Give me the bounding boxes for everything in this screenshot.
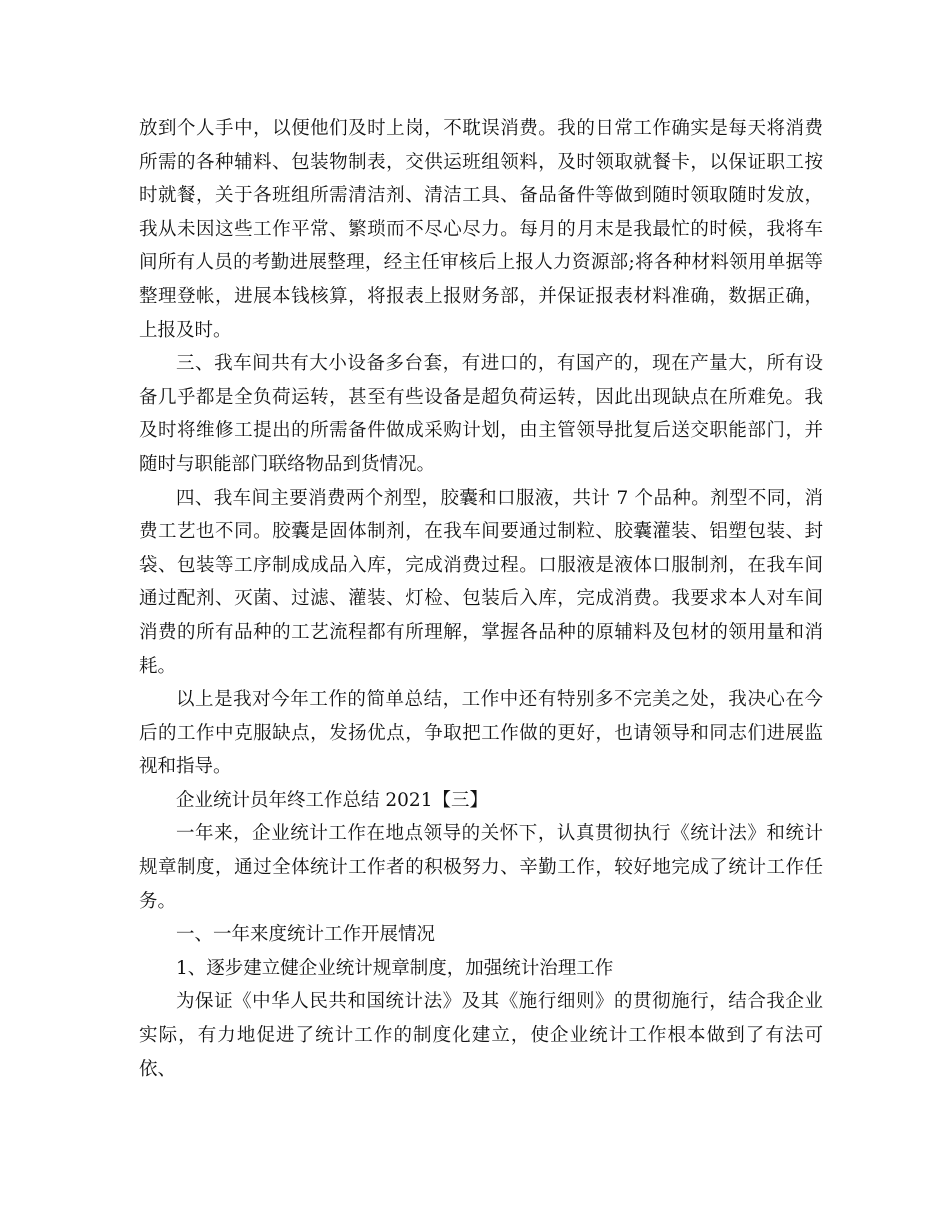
document-page xyxy=(139,112,823,1086)
section-title: 企业统计员年终工作总结 2021【三】 xyxy=(176,789,488,811)
paragraph-continuation: 放到个人手中，以便他们及时上岗，不耽误消费。我的日常工作确实是每天将消费所需的各种辅料、包装物制表，交供运班组领料，及时领取就餐卡，以保证职工按时就餐，关于各班组所需清洁剂、清洁工具、备品备件等做到随时领取随时发放，我从未因这些工作平常、繁琐而不尽心尽力。每月的月末是我最忙的时候，我将车间所有人员的考勤进展整理，经主任审核后上报人力资源部;将各种材料领用单据等整理登帐，进展本钱核算，将报表上报财务部，并保证报表材料准确，数据正确，上报及时。 xyxy=(139,118,823,341)
paragraph-statistics-law: 为保证《中华人民共和国统计法》及其《施行细则》的贯彻施行，结合我企业实际，有力地促进了统计工作的制度化建立，使企业统计工作根本做到了有法可依、 xyxy=(139,991,823,1080)
paragraph-conclusion: 以上是我对今年工作的简单总结，工作中还有特别多不完美之处，我决心在今后的工作中克服缺点，发扬优点，争取把工作做的更好，也请领导和同志们进展监视和指导。 xyxy=(139,689,823,778)
subheading-overview: 一、一年来度统计工作开展情况 xyxy=(176,924,436,946)
paragraph-dosage-forms: 四、我车间主要消费两个剂型，胶囊和口服液，共计 7 个品种。剂型不同，消费工艺也不同。胶囊是固体制剂，在我车间要通过制粒、胶囊灌装、铝塑包装、封袋、包装等工序制成成品入库，完成消费过程。口服液是液体口服制剂，在我车间通过配剂、灭菌、过滤、灌装、灯检、包装后入库，完成消费。我要求本人对车间消费的所有品种的工艺流程都有所理解，掌握各品种的原辅料及包材的领用量和消耗。 xyxy=(139,487,823,677)
paragraph-intro: 一年来，企业统计工作在地点领导的关怀下，认真贯彻执行《统计法》和统计规章制度，通过全体统计工作者的积极努力、辛勤工作，较好地完成了统计工作任务。 xyxy=(139,823,823,912)
paragraph-equipment: 三、我车间共有大小设备多台套，有进口的，有国产的，现在产量大，所有设备几乎都是全负荷运转，甚至有些设备是超负荷运转，因此出现缺点在所难免。我及时将维修工提出的所需备件做成采购计划，由主管领导批复后送交职能部门，并随时与职能部门联络物品到货情况。 xyxy=(139,353,823,475)
subheading-rules: 1、逐步建立健企业统计规章制度，加强统计治理工作 xyxy=(176,957,614,979)
